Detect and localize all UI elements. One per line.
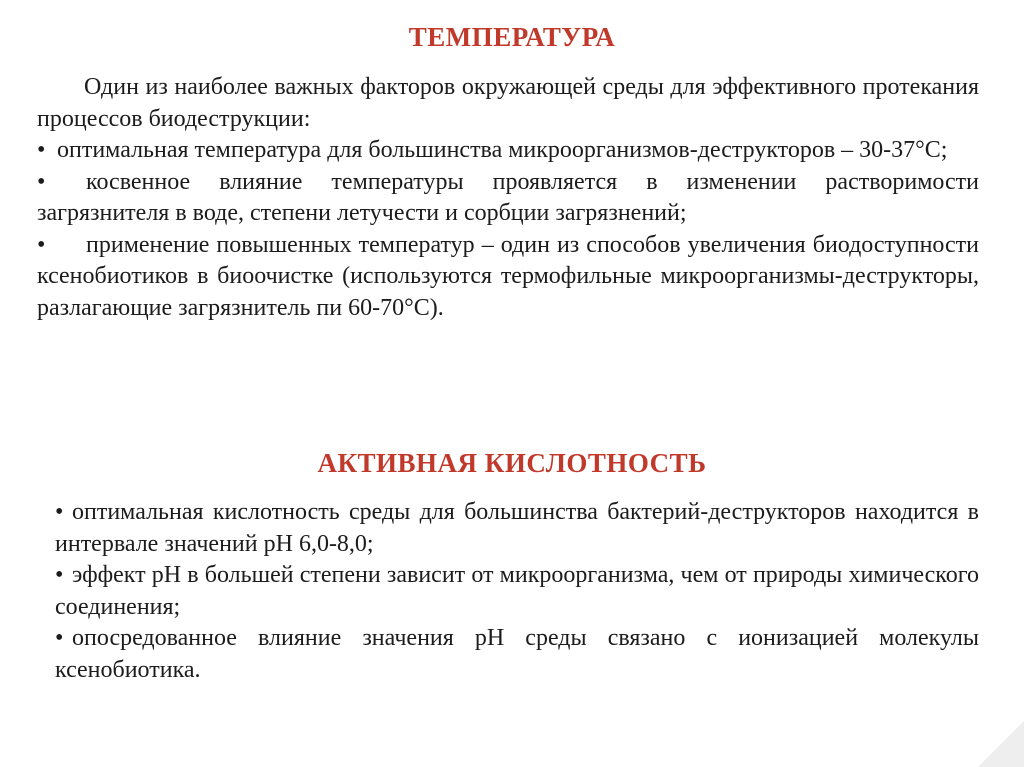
acidity-bullet [55, 560, 979, 623]
acidity-title: АКТИВНАЯ КИСЛОТНОСТЬ [317, 448, 707, 478]
temperature-bullet [37, 135, 979, 167]
temperature-bullet [37, 230, 979, 325]
temperature-title: ТЕМПЕРАТУРА [408, 22, 616, 52]
temperature-text-block [37, 72, 979, 324]
temperature-bullet [37, 167, 979, 230]
bullet-icon: • [37, 137, 46, 163]
temperature-bullet-text: косвенное влияние температуры проявляется в изменении растворимости загрязнителя в воде, степени летучести и сорбции загрязнений; [37, 168, 979, 226]
bullet-icon: • [55, 562, 64, 588]
acidity-bullet-text: эффект pH в большей степени зависит от микроорганизма, чем от природы химического соединения; [55, 562, 979, 620]
acidity-bullet [55, 497, 979, 560]
bullet-icon: • [37, 168, 46, 195]
acidity-text-block [55, 497, 979, 686]
temperature-intro: Один из наиболее важных факторов окружающей среды для эффективного протекания процессов биодеструкции: [37, 74, 979, 132]
acidity-bullet-text: опосредованное влияние значения pH среды связано с ионизацией молекулы ксенобиотика. [55, 625, 979, 683]
temperature-bullet-text: оптимальная температура для большинства микроорганизмов-деструкторов – 30-37°C; [57, 137, 948, 163]
bullet-icon: • [55, 499, 64, 525]
acidity-bullet-text: оптимальная кислотность среды для большинства бактерий-деструкторов находится в интервале значений pH 6,0-8,0; [55, 499, 979, 557]
acidity-bullet [55, 623, 979, 686]
page-corner-decoration [978, 721, 1024, 767]
bullet-icon: • [55, 625, 64, 651]
temperature-bullet-text: применение повышенных температур – один из способов увеличения биодоступности ксенобиотиков в биоочистке (используются термофильные микроорганизмы-деструкторы, разлагающие загрязнитель пи 60-70°C). [37, 231, 979, 321]
bullet-icon: • [37, 231, 46, 258]
